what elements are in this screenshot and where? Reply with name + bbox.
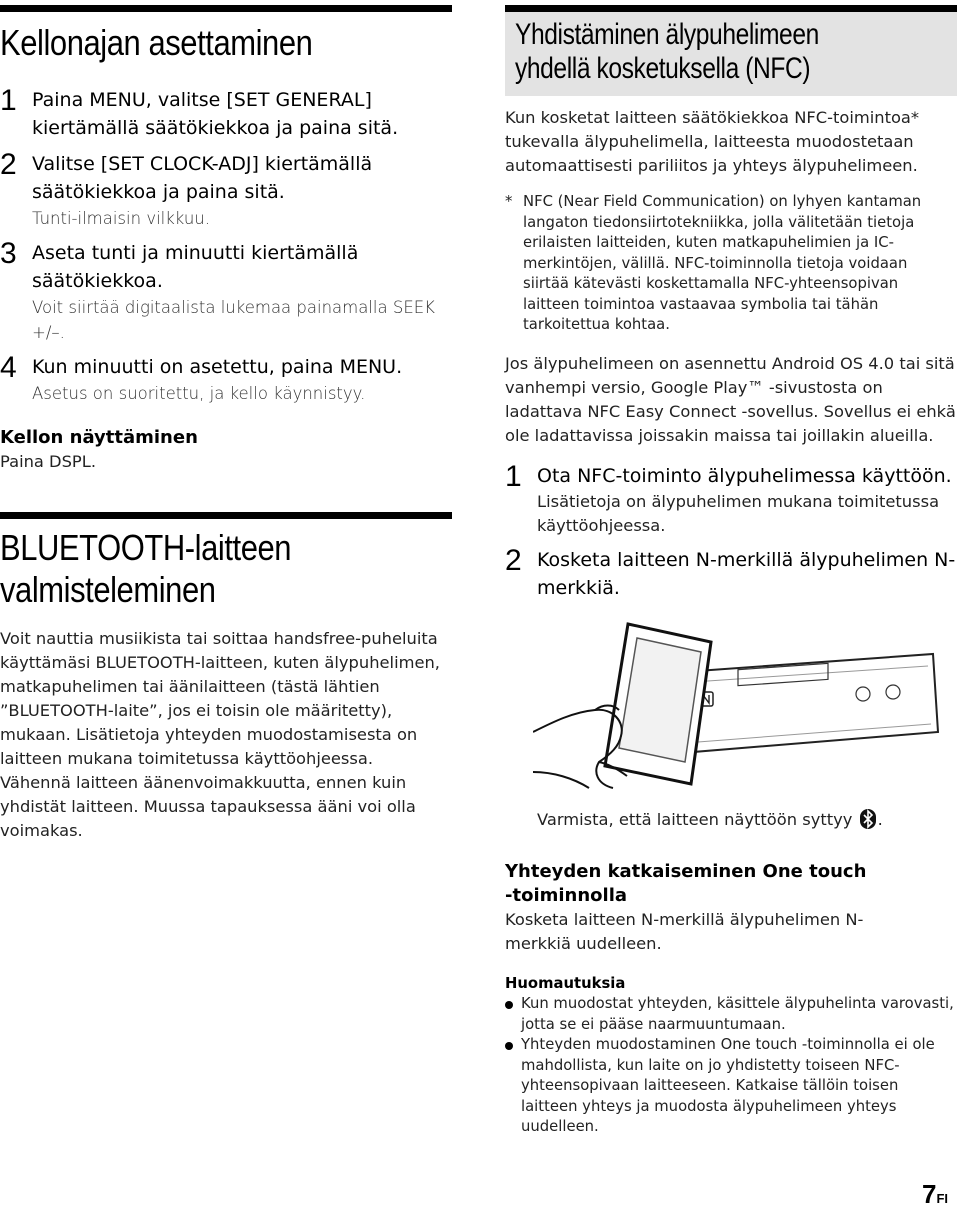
clock-display-heading: Kellon näyttäminen [0, 427, 198, 448]
step-4 [0, 353, 452, 406]
notes-heading: Huomautuksia [505, 974, 626, 992]
disconnect-text: Kosketa laitteen N-merkillä älypuhelimen N-merkkiä uudelleen. [505, 909, 864, 953]
note-text: Kun muodostat yhteyden, käsittele älypuhelinta varovasti, jotta se ei pääse naarmuuntumaan. [521, 995, 954, 1033]
nfc-title-line2: yhdellä kosketuksella (NFC) [515, 52, 811, 85]
step-note: Tunti-ilmaisin vilkkuu. [32, 209, 211, 228]
bluetooth-title-line2: valmisteleminen [0, 569, 216, 610]
clock-display-text: Paina DSPL. [0, 452, 96, 471]
section-rule [0, 5, 452, 12]
step-title: Kosketa laitteen N-merkillä älypuhelimen N-merkkiä. [537, 548, 956, 599]
bluetooth-title-line1: BLUETOOTH-laitteen [0, 527, 292, 568]
note-item [505, 994, 957, 1035]
step-number: 1 [505, 459, 522, 493]
step-number: 2 [505, 543, 522, 577]
nfc-header [505, 5, 957, 96]
step-note: Lisätietoja on älypuhelimen mukana toimitetussa käyttöohjeessa. [537, 491, 940, 535]
step-number: 4 [0, 351, 17, 384]
bluetooth-paragraph-1: Voit nauttia musiikista tai soittaa handsfree-puheluita käyttämäsi BLUETOOTH-laitteen, kuten älypuhelimen, matkapuhelimen tai äänilaitteen (tästä lähtien ”BLUETOOTH-laite”, jos ei toisin ole määritetty), mukaan. Lisätietoja yhteyden muodostamisesta on laitteen mukana toimitetussa käyttöohjeessa. [0, 629, 440, 768]
nfc-intro: Kun kosketat laitteen säätökiekkoa NFC-toimintoa* tukevalla älypuhelimella, laitteesta muodostetaan automaattisesti pariliitos ja yhteys älypuhelimeen. [505, 108, 920, 175]
bluetooth-icon [858, 809, 878, 836]
left-column [0, 0, 452, 843]
step-2 [0, 150, 452, 231]
step-3 [0, 239, 452, 345]
note-item [505, 1035, 957, 1138]
clock-steps [0, 86, 452, 406]
footnote-mark: * [505, 193, 513, 210]
section-rule [0, 512, 452, 519]
step-number: 3 [0, 237, 17, 270]
step-title: Paina MENU, valitse [SET GENERAL] kiertämällä säätökiekkoa ja paina sitä. [32, 89, 399, 139]
step-title: Ota NFC-toiminto älypuhelimessa käyttöön. [537, 464, 952, 487]
android-note: Jos älypuhelimeen on asennettu Android OS 4.0 tai sitä vanhempi versio, Google Play™ -sivustosta on ladattava NFC Easy Connect -sovellus. Sovellus ei ehkä ole ladattavissa joissakin maissa tai joillakin alueilla. [505, 353, 956, 445]
step-note: Voit siirtää digitaalista lukemaa painamalla SEEK +/–. [32, 298, 436, 342]
confirm-text [505, 808, 957, 836]
step-1 [0, 86, 452, 142]
clock-title: Kellonajan asettaminen [0, 22, 313, 63]
step-number: 1 [0, 84, 17, 117]
nfc-step-1 [505, 459, 957, 538]
bluetooth-paragraph-2: Vähennä laitteen äänenvoimakkuutta, ennen kuin yhdistät laitteen. Muussa tapauksessa ääni voi olla voimakas. [0, 773, 416, 840]
nfc-step-2 [505, 543, 957, 602]
smartphone-icon [605, 624, 711, 784]
nfc-footnote [505, 192, 957, 336]
nfc-title [515, 18, 947, 86]
right-column [505, 0, 957, 1138]
footnote-text: NFC (Near Field Communication) on lyhyen kantaman langaton tiedonsiirtotekniikka, jolla välitetään tietoja erilaisten laitteiden, kuten matkapuhelimien ja IC-merkintöjen, välillä. NFC-toiminnolla tietoja voidaan siirtää kätevästi koskettamalla NFC-yhteensopivan laitteen toimintoa vastaavaa symbolia tai tähän tarkoitettua kohtaa. [523, 193, 922, 333]
step-note: Asetus on suoritettu, ja kello käynnistyy. [32, 384, 366, 403]
nfc-steps [505, 459, 957, 602]
disconnect-heading: Yhteyden katkaiseminen One touch -toiminnolla [505, 860, 867, 906]
page-language: FI [936, 1191, 948, 1206]
phone-touch-illustration [533, 612, 953, 792]
confirm-label: Varmista, että laitteen näyttöön syttyy [537, 809, 853, 829]
note-text: Yhteyden muodostaminen One touch -toiminnolla ei ole mahdollista, kun laite on jo yhdistetty toiseen NFC-yhteensopivaan laitteeseen. Katkaise tällöin toisen laitteen yhteys ja muodosta älypuhelimeen yhteys uudelleen. [521, 1036, 935, 1135]
nfc-illustration [533, 612, 953, 792]
step-title: Kun minuutti on asetettu, paina MENU. [32, 356, 403, 378]
bullet-dot [505, 1042, 513, 1050]
page-number [922, 1179, 948, 1210]
page-number-value: 7 [921, 1179, 937, 1209]
nfc-title-line1: Yhdistäminen älypuhelimeen [515, 18, 819, 51]
bullet-dot [505, 1001, 513, 1009]
confirm-end: . [877, 809, 883, 829]
bluetooth-title [0, 527, 451, 611]
step-title: Valitse [SET CLOCK-ADJ] kiertämällä säätökiekkoa ja paina sitä. [32, 153, 373, 203]
step-title: Aseta tunti ja minuutti kiertämällä säätökiekkoa. [32, 242, 359, 292]
step-number: 2 [0, 148, 17, 181]
